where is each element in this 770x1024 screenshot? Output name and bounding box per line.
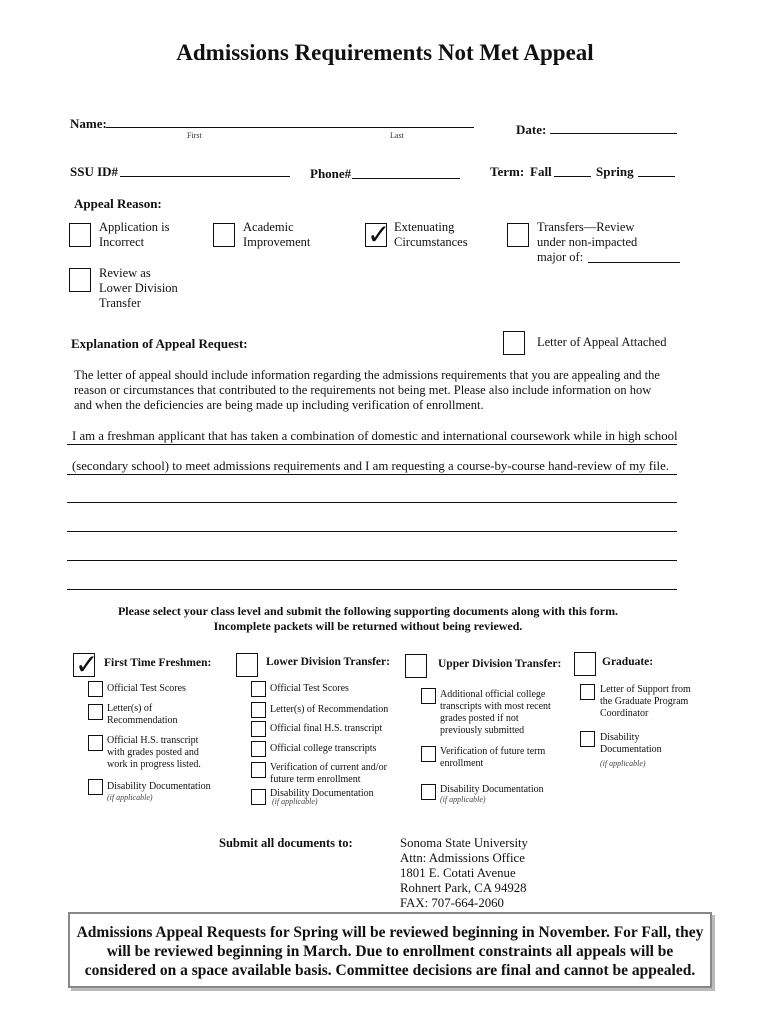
date-field[interactable]: [550, 133, 677, 134]
response-rule-3[interactable]: [67, 502, 677, 503]
checkmark-icon: ✓: [367, 218, 391, 251]
udt-disability-note: (if applicable): [440, 795, 486, 804]
ldt-letters-label: Letter(s) of Recommendation: [270, 704, 389, 715]
ldt-letters-checkbox[interactable]: [251, 702, 266, 718]
phone-label: Phone#: [310, 166, 352, 181]
ldt-test-scores-checkbox[interactable]: [251, 681, 266, 697]
ldt-verification-label: Verification of current and/or future term enrollment: [270, 762, 387, 785]
extenuating-circumstances-label: Extenuating Circumstances: [394, 220, 468, 249]
response-line-1[interactable]: I am a freshman applicant that has taken a combination of domestic and international coursework while in high school: [72, 429, 678, 443]
supporting-instruction-2: Incomplete packets will be returned without being reviewed.: [213, 619, 523, 633]
udt-additional-checkbox[interactable]: [421, 688, 436, 704]
first-name-hint: First: [187, 131, 202, 140]
response-rule-4[interactable]: [67, 531, 677, 532]
term-label: Term:: [490, 164, 525, 179]
appeal-instructions: The letter of appeal should include information regarding the admissions requirements that you are appealing and the reason or circumstances that contributed to the requirements not being met. Please also include information on how and when the deficiencies are being made up including verification of enrollment.: [74, 368, 660, 412]
extenuating-circumstances-checkbox[interactable]: [365, 218, 391, 251]
fall-field[interactable]: [554, 176, 591, 177]
grad-letter-checkbox[interactable]: [580, 684, 595, 700]
udt-verification-label: Verification of future term enrollment: [440, 746, 546, 769]
review-lower-division-checkbox[interactable]: [69, 268, 91, 292]
response-rule-5[interactable]: [67, 560, 677, 561]
ftf-test-scores-label: Official Test Scores: [107, 683, 186, 694]
date-label: Date:: [516, 122, 547, 137]
name-field[interactable]: [106, 127, 474, 128]
ssu-id-label: SSU ID#: [70, 164, 119, 179]
ftf-hs-transcript-label: Official H.S. transcript with grades posted and work in progress listed.: [107, 735, 201, 770]
letter-attached-label: Letter of Appeal Attached: [537, 335, 667, 349]
ldt-final-hs-checkbox[interactable]: [251, 721, 266, 737]
ftf-disability-label: Disability Documentation: [107, 781, 211, 792]
submit-address: Sonoma State University Attn: Admissions Office 1801 E. Cotati Avenue Rohnert Park, CA 94928 FAX: 707-664-2060: [400, 836, 528, 910]
grad-letter-label: Letter of Support from the Graduate Program Coordinator: [600, 684, 691, 719]
grad-disability-checkbox[interactable]: [580, 731, 595, 747]
ldt-disability-note: (if applicable): [272, 797, 318, 806]
ldt-college-transcripts-label: Official college transcripts: [270, 743, 377, 754]
ftf-disability-checkbox[interactable]: [88, 779, 103, 795]
ftf-disability-note: (if applicable): [107, 793, 153, 802]
ldt-disability-label: Disability Documentation: [270, 788, 374, 799]
udt-disability-label: Disability Documentation: [440, 784, 544, 795]
fall-label: Fall: [530, 164, 552, 179]
appeal-reason-heading: Appeal Reason:: [74, 196, 162, 211]
academic-improvement-label: Academic Improvement: [243, 220, 311, 249]
ssu-id-field[interactable]: [120, 176, 290, 177]
ftf-letters-checkbox[interactable]: [88, 704, 103, 720]
name-label: Name:: [70, 116, 107, 131]
ftf-hs-transcript-checkbox[interactable]: [88, 735, 103, 751]
phone-field[interactable]: [352, 178, 460, 179]
academic-improvement-checkbox[interactable]: [213, 223, 235, 247]
checkmark-icon: ✓: [75, 648, 99, 681]
application-incorrect-checkbox[interactable]: [69, 223, 91, 247]
last-name-hint: Last: [390, 131, 404, 140]
grad-disability-label: Disability Documentation: [600, 732, 662, 755]
notice-text: Admissions Appeal Requests for Spring will be reviewed beginning in November. For Fall, they will be reviewed beginning in March. Due to enrollment constraints all appeals will be considered on a space available basis. Committee decisions are final and cannot be appealed.: [76, 924, 704, 979]
response-rule-1: [67, 444, 677, 445]
notice-box: [68, 912, 712, 988]
first-time-freshmen-heading: First Time Freshmen:: [104, 657, 212, 669]
ldt-disability-checkbox[interactable]: [251, 789, 266, 805]
letter-attached-checkbox[interactable]: [503, 331, 525, 355]
grad-disability-note: (if applicable): [600, 759, 646, 768]
spring-field[interactable]: [638, 176, 675, 177]
graduate-checkbox[interactable]: [574, 652, 596, 676]
spring-label: Spring: [596, 164, 634, 179]
page-title: Admissions Requirements Not Met Appeal: [176, 40, 594, 65]
transfers-review-label: Transfers—Review under non-impacted major of:: [537, 220, 638, 264]
first-time-freshmen-checkbox[interactable]: [73, 648, 99, 681]
submit-label: Submit all documents to:: [219, 836, 353, 850]
major-field[interactable]: [588, 262, 680, 263]
upper-division-heading: Upper Division Transfer:: [438, 658, 562, 670]
response-line-2[interactable]: (secondary school) to meet admissions requirements and I am requesting a course-by-course hand-review of my file.: [72, 459, 669, 473]
ldt-test-scores-label: Official Test Scores: [270, 683, 349, 694]
response-rule-2: [67, 474, 677, 475]
udt-additional-label: Additional official college transcripts with most recent grades posted if not previously submitted: [440, 689, 551, 736]
graduate-heading: Graduate:: [602, 656, 654, 668]
explanation-heading: Explanation of Appeal Request:: [71, 336, 248, 351]
udt-verification-checkbox[interactable]: [421, 746, 436, 762]
ldt-final-hs-label: Official final H.S. transcript: [270, 723, 383, 734]
upper-division-checkbox[interactable]: [405, 654, 427, 678]
ldt-verification-checkbox[interactable]: [251, 762, 266, 778]
application-incorrect-label: Application is Incorrect: [99, 220, 170, 249]
supporting-instruction-1: Please select your class level and submit the following supporting documents along with this form.: [117, 604, 619, 618]
review-lower-division-label: Review as Lower Division Transfer: [99, 266, 178, 310]
ldt-college-transcripts-checkbox[interactable]: [251, 741, 266, 757]
response-rule-6[interactable]: [67, 589, 677, 590]
ftf-test-scores-checkbox[interactable]: [88, 681, 103, 697]
lower-division-heading: Lower Division Transfer:: [266, 656, 390, 668]
lower-division-checkbox[interactable]: [236, 653, 258, 677]
transfers-review-checkbox[interactable]: [507, 223, 529, 247]
ftf-letters-label: Letter(s) of Recommendation: [107, 703, 178, 726]
udt-disability-checkbox[interactable]: [421, 784, 436, 800]
